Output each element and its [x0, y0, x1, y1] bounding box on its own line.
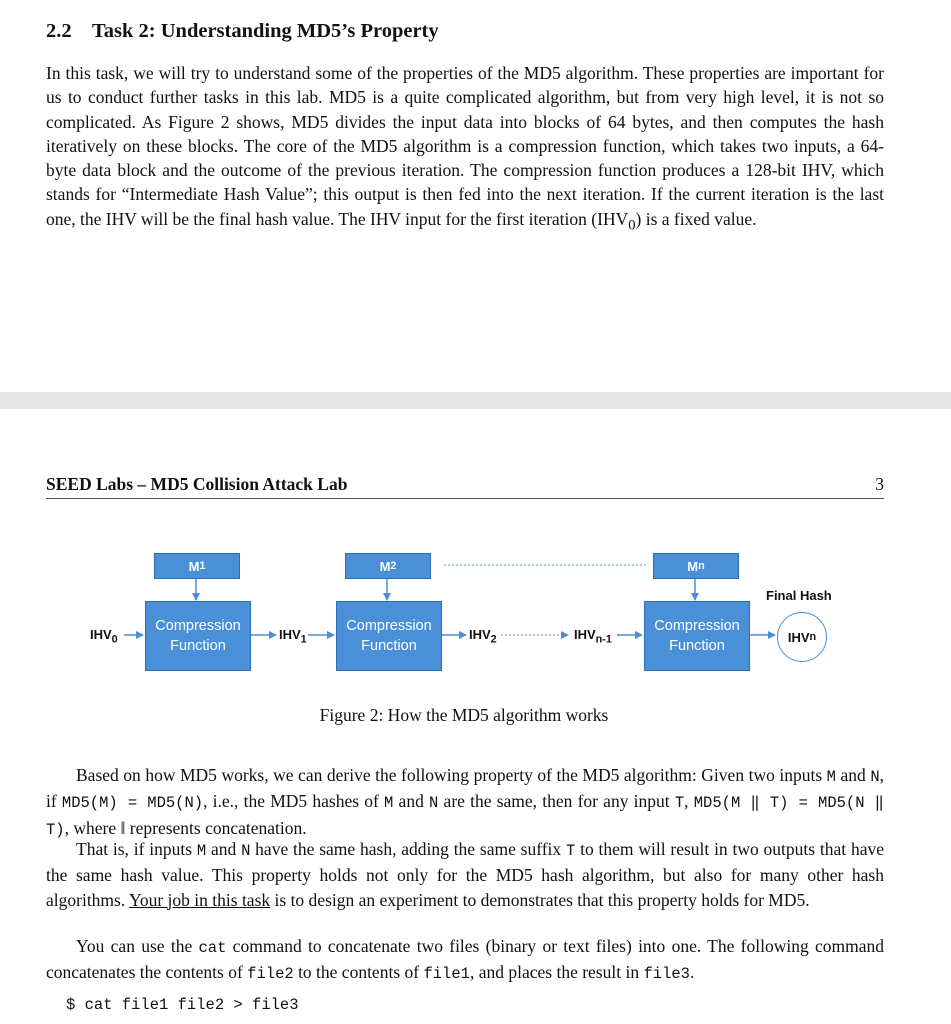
message-block-1: M 1 — [154, 553, 240, 579]
compression-function-1: Compression Function — [145, 601, 251, 671]
section-heading — [46, 20, 439, 43]
page-separator — [0, 392, 951, 409]
md5-concat-code: MD5(M ‖ T) = MD5(N ‖ T) — [46, 794, 884, 839]
lab-title: SEED Labs – MD5 Collision Attack Lab — [46, 474, 348, 494]
md5-equality-code: MD5(M) = MD5(N) — [61, 794, 204, 813]
cat-paragraph: You can use the cat command to concatenate two files (binary or text files) into one. The following command concatenates the contents of file2 to the contents of file1, and places the result in file3. — [46, 936, 884, 984]
ihv-n-circle: IHV n — [777, 612, 827, 662]
intro-text-end: ) is a fixed value. — [635, 208, 757, 229]
compression-function-2: Compression Function — [336, 601, 442, 671]
intro-paragraph — [46, 61, 884, 238]
intro-text: In this task, we will try to understand some of the properties of the MD5 algorithm. These properties are important for us to conduct further tasks in this lab. MD5 is a quite complicated algorithm, but from very high level, it is not so complicated. As Figure 2 shows, MD5 divides the input data into blocks of 64 bytes, and then computes the hash iteratively on these blocks. The core of the MD5 algorithm is a compression function, which takes two inputs, a 64-byte data block and the outcome of the previous iteration. The compression function produces a 128-bit IHV, which stands for “Intermediate Hash Value”; this output is then fed into the next iteration. If the current iteration is the last one, the IHV will be the final hash value. The IHV input for the first iteration (IHV — [46, 63, 884, 229]
command-example: $ cat file1 file2 > file3 — [66, 996, 299, 1014]
page-number: 3 — [875, 474, 884, 494]
explanation-paragraph: That is, if inputs M and N have the same hash, adding the same suffix T to them will result in two outputs that have the same hash value. This property holds not only for the MD5 hash algorithm, but also for many other hash algorithms. Your job in this task is to design an experiment to demonstrates that this property holds for MD5. — [46, 839, 884, 910]
md5-diagram — [0, 540, 951, 680]
intro-subscript: 0 — [628, 217, 636, 234]
section-number: 2.2 — [46, 20, 72, 42]
task-emphasis: Your job in this task — [128, 889, 271, 910]
ihv-0-label: $IHV_0$ — [90, 627, 118, 646]
final-hash-label: Final Hash — [766, 588, 832, 603]
section-title: Task 2: Understanding MD5’s Property — [92, 20, 439, 42]
ihv-n-1-label: $IHV_{n-1}$ — [574, 627, 612, 646]
compression-function-n: Compression Function — [644, 601, 750, 671]
message-block-n: M n — [653, 553, 739, 579]
running-header — [46, 474, 884, 499]
ihv-1-label: $IHV_1$ — [279, 627, 307, 646]
ihv-2-label: $IHV_2$ — [469, 627, 497, 646]
message-block-2: M 2 — [345, 553, 431, 579]
property-paragraph: Based on how MD5 works, we can derive the following property of the MD5 algorithm: Given two inputs M and N, if MD5(M) = MD5(N), i.e., the MD5 hashes of M and N are the same, then for any input T, MD5(M ‖ T) = MD5(N ‖ T), where ‖ represents concatenation. — [46, 765, 884, 839]
figure-caption: Figure 2: How the MD5 algorithm works — [319, 705, 609, 725]
